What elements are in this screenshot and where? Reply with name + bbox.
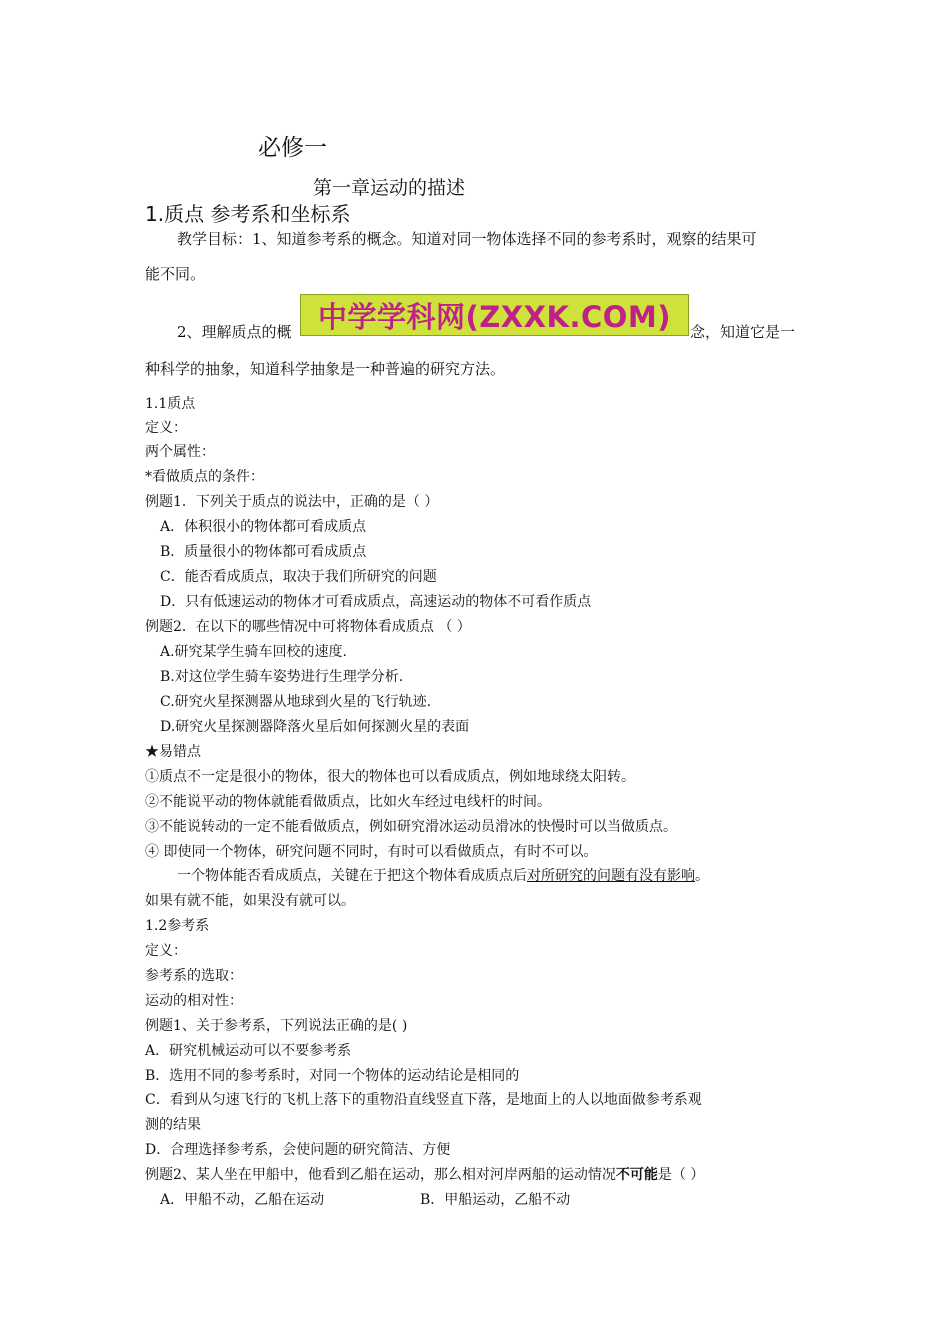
example-3-option-d: D．合理选择参考系，会使问题的研究简洁、方便 xyxy=(145,1142,451,1158)
pitfall-summary-underlined: 对所研究的问题有没有影响 xyxy=(527,868,695,884)
objective-line-2b: 种科学的抽象，知道科学抽象是一种普遍的研究方法。 xyxy=(145,360,506,378)
book-title: 必修一 xyxy=(258,135,327,161)
definition-label: 定义： xyxy=(145,420,187,436)
example-1-question: 例题1．下列关于质点的说法中，正确的是（ ） xyxy=(145,494,439,510)
pitfall-3: ③不能说转动的一定不能看做质点，例如研究滑冰运动员滑冰的快慢时可以当做质点。 xyxy=(145,819,677,835)
example-1-option-d: D．只有低速运动的物体才可看成质点，高速运动的物体不可看作质点 xyxy=(160,594,592,610)
objective-line-2-right: 念，知道它是一 xyxy=(690,323,796,341)
example-4-question-bold: 不可能 xyxy=(615,1167,658,1183)
example-3-option-a: A．研究机械运动可以不要参考系 xyxy=(145,1043,352,1059)
example-4-option-b: B．甲船运动，乙船不动 xyxy=(420,1192,571,1208)
example-4-question xyxy=(145,1166,704,1184)
chapter-title: 第一章运动的描述 xyxy=(313,177,466,199)
pitfall-summary-end: 。 xyxy=(695,868,709,884)
pitfall-summary-line-2: 如果有就不能，如果没有就可以。 xyxy=(145,893,355,909)
example-1-option-a: A．体积很小的物体都可看成质点 xyxy=(160,519,367,535)
example-4-option-a: A．甲船不动，乙船在运动 xyxy=(160,1192,325,1208)
attributes-label: 两个属性： xyxy=(145,444,215,460)
example-2-question: 例题2．在以下的哪些情况中可将物体看成质点 （ ） xyxy=(145,619,471,635)
condition-label: *看做质点的条件： xyxy=(145,469,264,485)
pitfall-summary xyxy=(177,867,709,885)
example-3-option-c: C．看到从匀速飞行的飞机上落下的重物沿直线竖直下落，是地面上的人以地面做参考系观 xyxy=(145,1092,702,1108)
pitfalls-title: ★易错点 xyxy=(145,744,201,760)
pitfall-4: ④ 即使同一个物体，研究问题不同时，有时可以看做质点，有时不可以。 xyxy=(145,844,598,860)
example-3-option-b: B．选用不同的参考系时，对同一个物体的运动结论是相同的 xyxy=(145,1068,520,1084)
section-1-2-title: 1.2参考系 xyxy=(145,918,210,934)
example-4-question-end: 是（ ） xyxy=(657,1167,705,1183)
example-2-option-d: D.研究火星探测器降落火星后如何探测火星的表面 xyxy=(160,719,470,735)
objective-line-2-left: 2、理解质点的概 xyxy=(177,323,292,341)
example-1-option-b: B．质量很小的物体都可看成质点 xyxy=(160,544,367,560)
section-1-1-title: 1.1质点 xyxy=(145,396,196,412)
example-2-option-a: A.研究某学生骑车回校的速度. xyxy=(160,644,348,660)
motion-relativity: 运动的相对性： xyxy=(145,993,243,1009)
example-3-question: 例题1、关于参考系，下列说法正确的是( ) xyxy=(145,1018,408,1034)
pitfall-summary-text: 一个物体能否看成质点，关键在于把这个物体看成质点后 xyxy=(177,868,527,884)
example-1-option-c: C．能否看成质点，取决于我们所研究的问题 xyxy=(160,569,437,585)
objective-line-1b: 能不同。 xyxy=(145,265,206,283)
example-3-option-c-cont: 测的结果 xyxy=(145,1117,201,1133)
objective-line-1: 教学目标：1、知道参考系的概念。知道对同一物体选择不同的参考系时，观察的结果可 xyxy=(177,230,757,248)
pitfall-2: ②不能说平动的物体就能看做质点，比如火车经过电线杆的时间。 xyxy=(145,794,551,810)
reference-frame-definition: 定义： xyxy=(145,943,187,959)
example-2-option-b: B.对这位学生骑车姿势进行生理学分析. xyxy=(160,669,404,685)
example-2-option-c: C.研究火星探测器从地球到火星的飞行轨迹. xyxy=(160,694,432,710)
section-title: 1.质点 参考系和坐标系 xyxy=(145,202,351,226)
reference-frame-choice: 参考系的选取： xyxy=(145,968,243,984)
example-4-question-text: 例题2、某人坐在甲船中，他看到乙船在运动，那么相对河岸两船的运动情况 xyxy=(145,1167,616,1183)
pitfall-1: ①质点不一定是很小的物体，很大的物体也可以看成质点，例如地球绕太阳转。 xyxy=(145,769,635,785)
banner-watermark: 中学学科网(ZXXK.COM) xyxy=(300,294,689,336)
